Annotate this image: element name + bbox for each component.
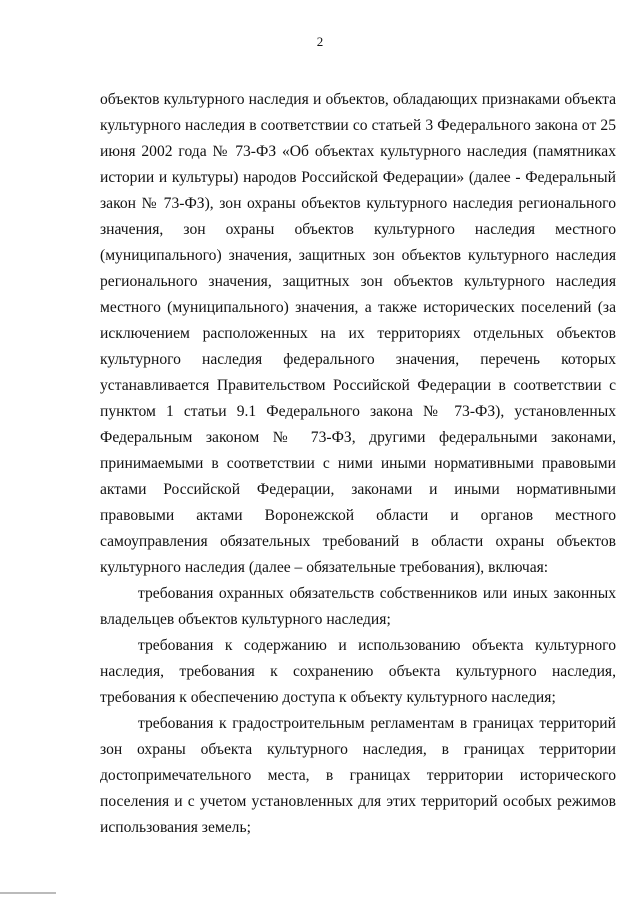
paragraph: требования к градостроительным регламентам в границах территорий зон охраны объекта культурного наследия, в границах территории достопримечательного места, в границах территории исторического поселения и с учетом установленных для этих территорий особых режимов использования земель;	[100, 715, 616, 836]
document-body	[100, 87, 616, 841]
scan-edge-mark	[0, 892, 56, 894]
paragraph: объектов культурного наследия и объектов, обладающих признаками объекта культурного наследия в соответствии со статьей 3 Федерального закона от 25 июня 2002 года № 73-ФЗ «Об объектах культурного наследия (памятниках истории и культуры) народов Российской Федерации» (далее - Федеральный закон № 73-ФЗ), зон охраны объектов культурного наследия регионального значения, зон охраны объектов культурного наследия местного (муниципального) значения, защитных зон объектов культурного наследия регионального значения, защитных зон объектов культурного наследия местного (муниципального) значения, а также исторических поселений (за исключением расположенных на их территориях отдельных объектов культурного наследия федерального значения, перечень которых устанавливается Правительством Российской Федерации в соответствии с пунктом 1 статьи 9.1 Федерального закона № 73-ФЗ), установленных Федеральным законом № 73-ФЗ, другими федеральными законами, принимаемыми в соответствии с ними иными нормативными правовыми актами Российской Федерации, законами и иными нормативными правовыми актами Воронежской области и органов местного самоуправления обязательных требований в области охраны объектов культурного наследия (далее – обязательные требования), включая:	[100, 91, 616, 576]
paragraph: требования к содержанию и использованию объекта культурного наследия, требования к сохранению объекта культурного наследия, требования к обеспечению доступа к объекту культурного наследия;	[100, 637, 616, 706]
page-number: 2	[316, 34, 324, 49]
paragraph: требования охранных обязательств собственников или иных законных владельцев объектов культурного наследия;	[100, 585, 616, 628]
